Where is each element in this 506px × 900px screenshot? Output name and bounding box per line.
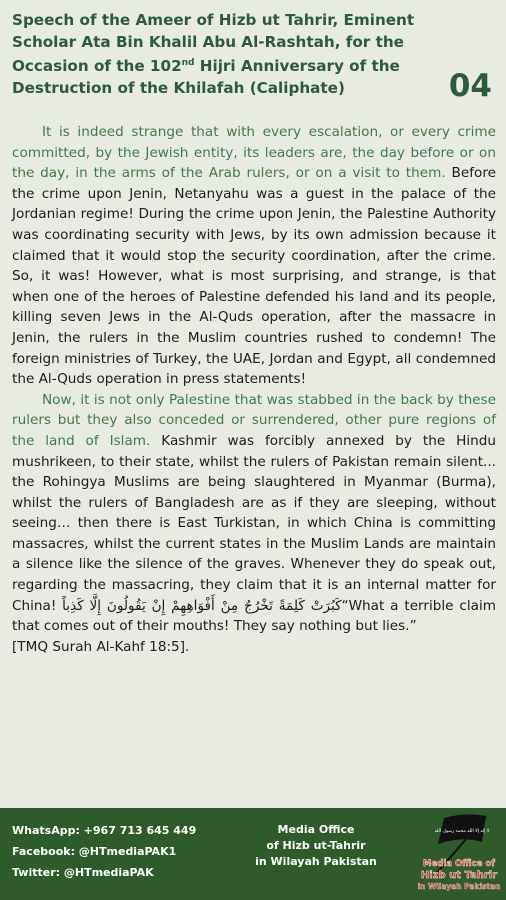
paragraph-2 <box>12 390 496 637</box>
twitter-contact: Twitter: @HTmediaPAK <box>12 866 154 879</box>
verse-reference: [TMQ Surah Al-Kahf 18:5]. <box>12 638 190 655</box>
office-line-3: in Wilayah Pakistan <box>255 855 377 868</box>
media-office-logo <box>416 812 502 898</box>
title-superscript: nd <box>181 58 195 68</box>
paragraph-1-text: Before the crime upon Jenin, Netanyahu was a guest in the palace of the Jordanian regime! During the crime upon Jenin, the Palestine Authority was coordinating security with Jews, by its own admission because it claimed that it would stop the security coordination, after the crime. So, it was! However, what is most surprising, and strange, is that when one of the heroes of Palestine defended his land and its people, killing seven Jews in the Al-Quds operation, after the massacre in Jenin, the rulers in the Muslim countries rushed to condemn! The foreign ministries of Turkey, the UAE, Jordan and Egypt, all condemned the Al-Quds operation in press statements! <box>12 165 496 388</box>
facebook-contact: Facebook: @HTmediaPAK1 <box>12 845 177 858</box>
verse-translation: “What a terrible claim that comes out of their mouths! They say nothing but lies.” <box>12 597 496 635</box>
whatsapp-contact: WhatsApp: +967 713 645 449 <box>12 824 197 837</box>
contact-list <box>12 820 196 883</box>
office-line-1: Media Office <box>277 823 355 836</box>
flag-text: لا إله إلا الله محمد رسول الله <box>434 829 490 834</box>
office-line-2: of Hizb ut-Tahrir <box>266 839 366 852</box>
page-number: 04 <box>448 68 492 104</box>
paragraph-1-highlight: It is indeed strange that with every escalation, or every crime committed, by the Jewish entity, its leaders are, the day before or on the day, in the arms of the Arab rulers, or on a visit to them. <box>12 124 496 182</box>
paragraph-2-text: Kashmir was forcibly annexed by the Hindu mushrikeen, to their state, whilst the rulers of Pakistan remain silent... the Rohingya Muslims are being slaughtered in Myanmar (Burma), whilst the rulers of Bangladesh are as if they are sleeping, without seeing… then there is East Turkistan, in which China is committing massacres, whilst the current states in the Muslim Lands are maintain a silence like the silence of the graves. Whenever they do speak out, regarding the massacring, they claim that it is an internal matter for China! <box>12 432 496 614</box>
paragraph-1 <box>12 122 496 390</box>
article-body <box>12 122 496 657</box>
arabic-verse: كَبُرَتْ كَلِمَةً تَخْرُجُ مِنْ أَفْوَاهِهِمْ إِنْ يَقُولُونَ إِلَّا كَذِباً <box>62 597 342 614</box>
logo-line-3: in Wilayah Pakistan <box>417 882 501 891</box>
footer <box>0 808 506 900</box>
paragraph-2-highlight: Now, it is not only Palestine that was stabbed in the back by these rulers but they also conceded or surrendered, other pure regions of the land of Islam. <box>12 391 496 449</box>
header <box>12 10 494 106</box>
logo-line-1: Media Office of <box>423 859 495 869</box>
title-text: Speech of the Ameer of Hizb ut Tahrir, Eminent Scholar Ata Bin Khalil Abu Al-Rashtah, for the Occasion of the 102 <box>12 11 415 75</box>
logo-line-2: Hizb ut Tahrir <box>420 870 498 881</box>
media-office-label <box>250 822 382 870</box>
page-title <box>12 10 440 99</box>
title-text-end: Hijri Anniversary of the Destruction of the Khilafah (Caliphate) <box>12 57 400 97</box>
